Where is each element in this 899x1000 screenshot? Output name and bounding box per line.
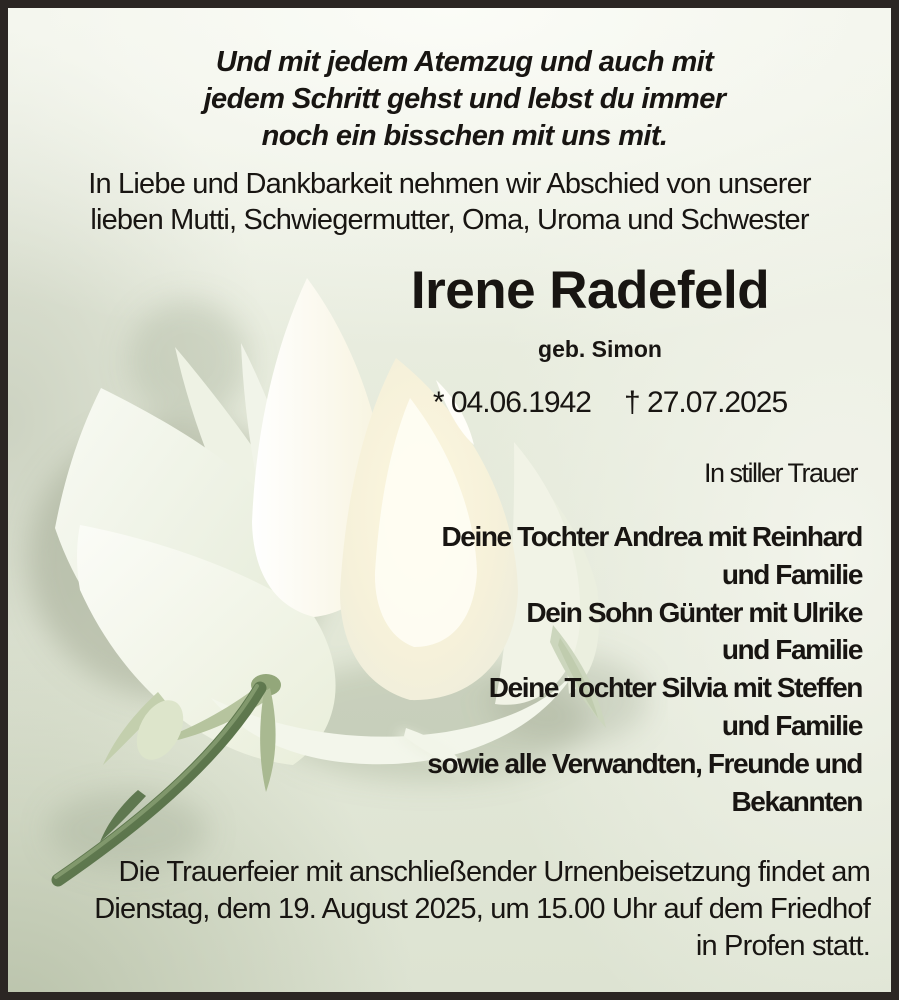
mourner-line: Bekannten <box>731 785 862 817</box>
verse-line: Und mit jedem Atemzug und auch mit <box>215 46 714 78</box>
mourner-line: Dein Sohn Günter mit Ulrike <box>526 596 862 628</box>
maiden-name: geb. Simon <box>538 336 662 362</box>
mourner-line: Deine Tochter Andrea mit Reinhard <box>441 521 862 552</box>
farewell-intro <box>8 166 891 238</box>
deceased-name: Irene Radefeld <box>410 261 770 320</box>
funeral-line: Die Trauerfeier mit anschließender Urnenbeisetzung findet am <box>118 856 870 888</box>
verse-line: jedem Schritt gehst und lebst du immer <box>203 83 726 115</box>
death-date: † 27.07.2025 <box>623 386 788 419</box>
life-dates <box>330 386 890 420</box>
mourner-line: sowie alle Verwandten, Freunde und <box>427 747 862 779</box>
intro-line: In Liebe und Dankbarkeit nehmen wir Abschied von unserer <box>88 168 811 200</box>
intro-line: lieben Mutti, Schwiegermutter, Oma, Uroma und Schwester <box>90 204 809 236</box>
mourner-line: Deine Tochter Silvia mit Steffen <box>488 672 862 704</box>
mourner-line: und Familie <box>721 558 862 590</box>
funeral-info <box>94 854 870 965</box>
birth-date: * 04.06.1942 <box>432 386 591 419</box>
mourner-line: und Familie <box>721 709 862 741</box>
mourning-heading: In stiller Trauer <box>703 458 857 488</box>
funeral-line: in Profen statt. <box>695 930 870 962</box>
mourners-list <box>427 518 862 820</box>
mourner-line: und Familie <box>721 634 862 666</box>
memorial-verse <box>38 44 891 155</box>
verse-line: noch ein bisschen mit uns mit. <box>261 120 668 152</box>
funeral-line: Dienstag, dem 19. August 2025, um 15.00 Uhr auf dem Friedhof <box>94 893 870 925</box>
